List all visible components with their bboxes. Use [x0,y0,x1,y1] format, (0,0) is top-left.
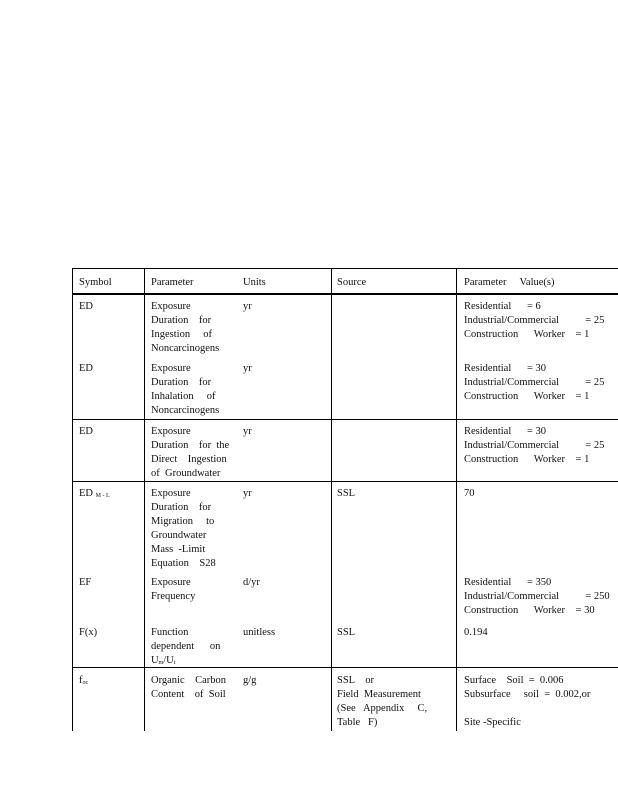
row-divider [73,419,618,420]
row-value: Residential = 30 Industrial/Commercial = 25 Construction Worker = 1 [464,363,605,402]
row-value: Residential = 30 Industrial/Commercial = 25 Construction Worker = 1 [464,426,605,465]
row-divider [73,667,618,668]
row-value: 70 [464,488,475,499]
row-symbol: ED [79,426,93,437]
column-divider [331,269,332,731]
row-parameter: Exposure Frequency [151,577,196,602]
row-parameter: Exposure Duration for the Direct Ingestion of Groundwater [151,426,230,479]
row-units: yr [243,363,252,374]
header-source: Source [337,277,367,288]
row-source: SSL or Field Measurement (See Appendix C, Table F) [337,675,428,728]
row-units: yr [243,488,252,499]
row-value: Residential = 6 Industrial/Commercial = 25 Construction Worker = 1 [464,301,605,340]
header-rule [73,293,618,295]
row-units: yr [243,301,252,312]
row-symbol: F(x) [79,627,98,638]
row-value: 0.194 [464,627,488,638]
row-source: SSL [337,488,356,499]
row-units: unitless [243,627,276,638]
column-divider [456,269,457,731]
header-units: Units [243,277,266,288]
row-parameter: Organic Carbon Content of Soil [151,675,227,700]
row-parameter: Exposure Duration for Migration to Groundwater Mass -Limit Equation S28 [151,488,216,569]
row-units: g/g [243,675,257,686]
header-symbol: Symbol [79,277,112,288]
row-source: SSL [337,627,356,638]
header-parameter: Parameter [151,277,194,288]
row-symbol: ED [79,301,93,312]
row-units: d/yr [243,577,260,588]
row-parameter: Function dependent on Um/Ut [151,627,221,666]
row-divider [73,481,618,482]
row-parameter: Exposure Duration for Inhalation of Noncarcinogens [151,363,220,416]
header-value: Parameter Value(s) [464,277,555,288]
row-symbol: EF [79,577,92,588]
row-units: yr [243,426,252,437]
row-value: Residential = 350 Industrial/Commercial = 250 Construction Worker = 30 [464,577,610,616]
row-value: Surface Soil = 0.006 Subsurface soil = 0.002,or Site -Specific [464,675,591,728]
row-symbol: foc [79,675,89,686]
column-divider [144,269,145,731]
row-symbol: ED M - L [79,488,110,499]
row-parameter: Exposure Duration for Ingestion of Noncarcinogens [151,301,220,354]
row-symbol: ED [79,363,93,374]
parameter-table [72,268,618,731]
